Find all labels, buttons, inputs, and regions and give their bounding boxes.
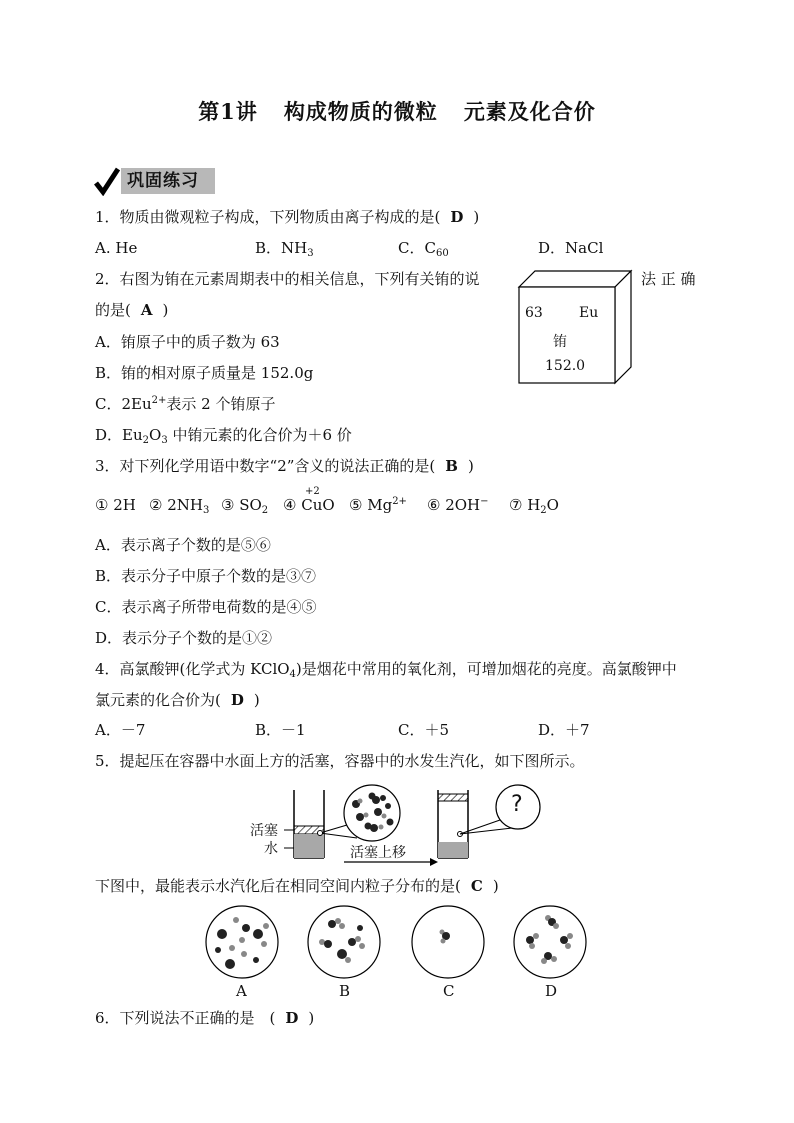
q3-item-2 [149,495,209,515]
page-title [0,96,794,126]
label-piston: 活塞 [250,823,278,839]
q3-option-c: C．表示离子所带电荷数的是④⑤ [95,598,317,616]
q4-options [95,720,715,742]
q3-close: ) [467,457,474,475]
q3-item-4-text: ④ CuO [283,496,335,514]
q2-option-b: B．铕的相对原子质量是 152.0g [95,364,314,382]
q3-item-2-text: ② 2NH [149,496,203,514]
circle-label-c: C [443,982,455,1000]
q1-option-d: D．NaCl [538,239,604,257]
q4-option-c: C．＋5 [398,721,450,739]
q3-item-5-text: ⑤ Mg [349,496,393,514]
q4-answer: D [230,691,244,709]
q4-close: ) [253,691,260,709]
label-water: 水 [264,841,278,857]
q3-item-3-sub: 2 [261,505,269,516]
q2-d-mid: O [149,426,162,444]
q3-stem: 3．对下列化学用语中数字“2”含义的说法正确的是( [95,457,436,475]
q3-item-7-text: ⑦ H [509,496,541,514]
q3-item-4-valence: +2 [305,486,320,497]
q1-option-b [255,238,314,258]
q2-c-sup: 2+ [151,395,167,406]
q4-option-b: B．－1 [255,721,306,739]
piston-figure [250,782,550,868]
q3-item-7-sub: 2 [540,505,547,516]
cube-symbol: Eu [579,305,599,321]
q1-option-c [398,238,449,258]
q5-stem2: 下图中，最能表示水汽化后在相同空间内粒子分布的是( [95,877,461,895]
q1-option-c-sub: 60 [435,248,449,259]
question-6 [95,1008,314,1028]
q3-item-5 [349,495,407,515]
question-1 [95,207,479,227]
circle-label-a: A [236,982,247,1000]
question-5-line2 [95,876,499,896]
circle-label-d: D [545,982,558,1000]
q4-option-a: A．－7 [95,721,146,739]
q2-option-a: A．铕原子中的质子数为 63 [95,333,280,351]
q4-line1-post: )是烟花中常用的氧化剂，可增加烟花的亮度。高氯酸钾中 [295,660,677,678]
q6-stem: 6．下列说法不正确的是 ( [95,1009,276,1027]
q3-item-6-text: ⑥ 2OH [427,496,481,514]
q3-item-2-sub: 3 [202,505,210,516]
q3-option-b: B．表示分子中原子个数的是③⑦ [95,567,317,585]
particle-circles-drawing [202,904,594,984]
question-4-line2 [95,690,260,710]
section-title: 巩固练习 [121,168,215,194]
q5-close: ) [492,877,499,895]
question-2-line2 [95,300,168,320]
q1-option-b-text: B．NH [255,239,308,257]
q1-option-a: A. He [95,239,138,257]
q1-close: ) [473,208,480,226]
q2-option-d [95,425,352,445]
label-piston-up: 活塞上移 [350,845,406,861]
q1-option-b-sub: 3 [307,248,314,259]
question-4 [95,659,677,679]
q3-items [95,486,695,517]
q4-line1: 4．高氯酸钾(化学式为 KClO [95,660,290,678]
q1-options [95,238,715,260]
q2-c-post: 表示 2 个铕原子 [166,395,276,413]
q3-item-6 [427,495,489,515]
q3-item-4 [283,486,335,515]
cube-mass: 152.0 [545,358,586,374]
q2-c-pre: C．2Eu [95,395,152,413]
q2-d-sub1: 2 [142,435,150,446]
q6-close: ) [308,1009,315,1027]
title-subtopic: 元素及化合价 [463,99,596,124]
q5-answer: C [470,877,483,895]
q3-item-1: ① 2H [95,496,136,514]
question-mark: ? [511,792,523,817]
q2-d-post: 中铕元素的化合价为＋6 价 [167,426,352,444]
q2-answer: A [140,301,153,319]
q1-answer: D [450,208,464,226]
cube-atomic-number: 63 [525,305,543,321]
checkmark-icon [93,166,121,196]
q6-answer: D [285,1009,299,1027]
circle-label-b: B [339,982,351,1000]
cube-name: 铕 [553,334,567,350]
q3-item-5-sup: 2+ [392,496,407,507]
question-2: 2．右图为铕在元素周期表中的相关信息，下列有关铕的说 [95,270,480,288]
q4-option-d: D．＋7 [538,721,590,739]
title-lecture: 第1讲 [198,99,258,124]
q2-stem2: 的是( [95,301,131,319]
q3-item-6-sup: − [480,496,489,507]
question-3 [95,456,474,476]
particle-circles [202,904,594,1004]
question-2-right: 法 正 确 [641,270,696,288]
q4-line1-sub: 4 [289,669,296,680]
q3-item-3-text: ③ SO [221,496,262,514]
q3-answer: B [445,457,458,475]
q3-item-3 [221,495,268,515]
q2-d-pre: D．Eu [95,426,143,444]
q3-item-7 [509,495,559,515]
q1-stem: 1．物质由微观粒子构成，下列物质由离子构成的是( [95,208,441,226]
q3-option-a: A．表示离子个数的是⑤⑥ [95,536,271,554]
q2-close: ) [162,301,169,319]
question-5: 5．提起压在容器中水面上方的活塞，容器中的水发生汽化，如下图所示。 [95,752,585,770]
q4-line2: 氯元素的化合价为( [95,691,221,709]
q3-option-d: D．表示分子个数的是①② [95,629,273,647]
q2-d-sub2: 3 [161,435,168,446]
q1-option-c-text: C．C [398,239,436,257]
q2-option-c [95,394,275,414]
element-cube [515,267,635,391]
title-topic: 构成物质的微粒 [283,99,438,124]
q3-item-7-post: O [546,496,559,514]
